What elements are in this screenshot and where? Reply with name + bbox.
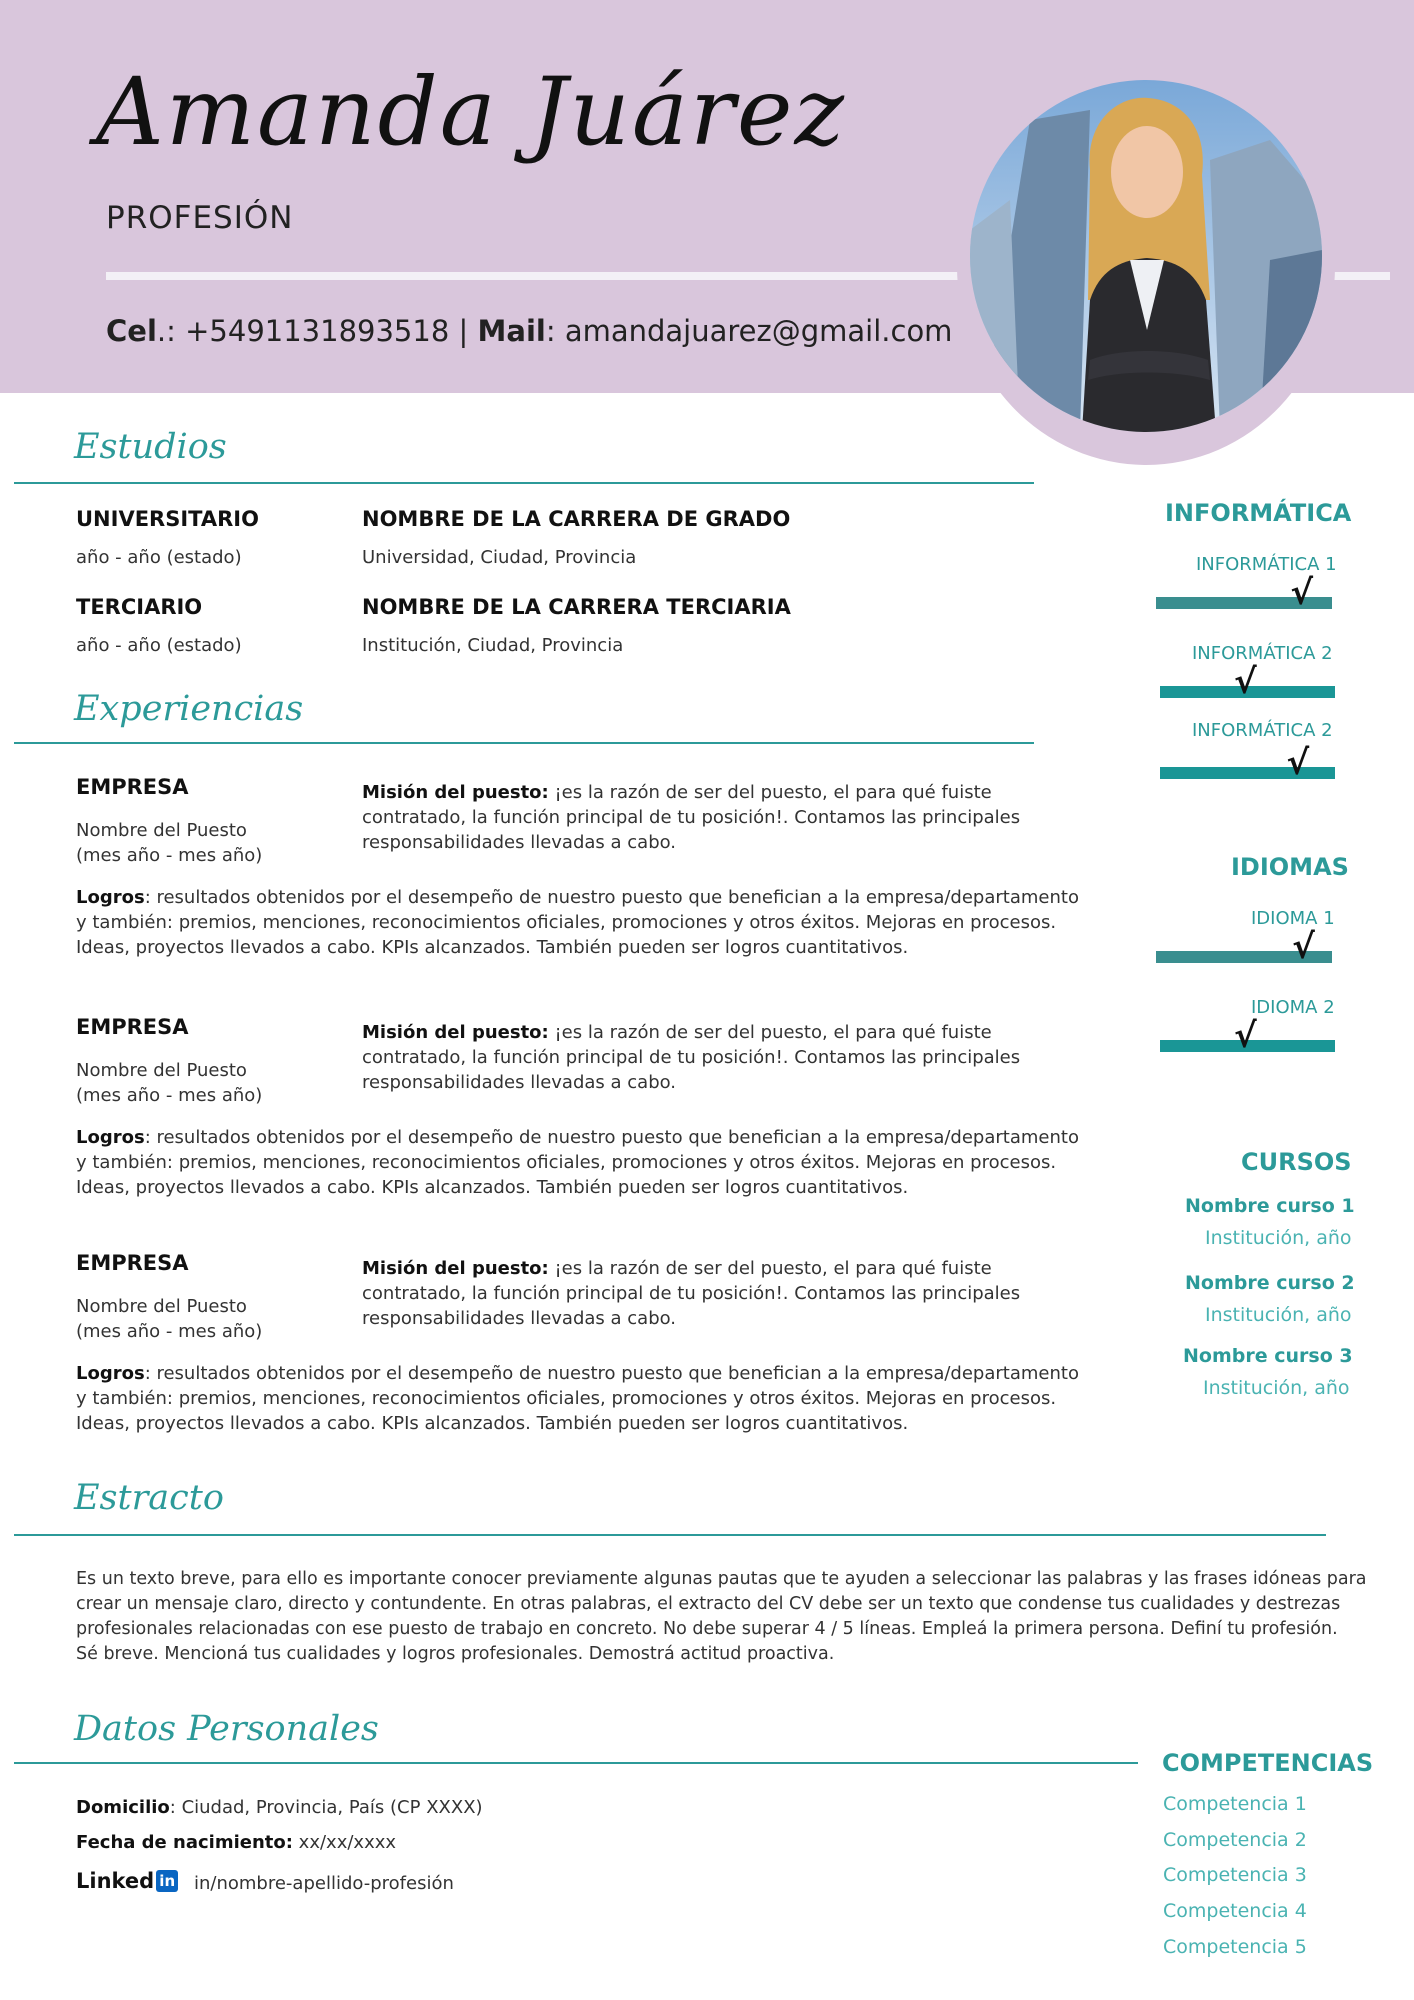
header-divider-right <box>1330 272 1390 280</box>
candidate-name: Amanda Juárez <box>96 58 847 167</box>
check-icon: √ <box>1290 573 1313 613</box>
mission-label: Misión del puesto: <box>362 1022 549 1043</box>
logros-text: : resultados obtenidos por el desempeño de nuestro puesto que benefician a la empresa/departamento <box>144 887 1079 908</box>
exp-logros-line: y también: premios, menciones, reconocimientos oficiales, promociones y otros éxitos. Mejoras en procesos. <box>76 1388 1057 1409</box>
profile-photo <box>970 80 1322 432</box>
profile-photo-image <box>970 80 1322 432</box>
skill-label: INFORMÁTICA 2 <box>1192 643 1333 664</box>
mission-label: Misión del puesto: <box>362 782 549 803</box>
header-divider <box>106 272 966 280</box>
exp-dates: (mes año - mes año) <box>76 845 263 866</box>
logros-label: Logros <box>76 1363 145 1384</box>
exp-logros-line <box>76 1361 1079 1386</box>
estudio-place: Institución, Ciudad, Provincia <box>362 635 624 656</box>
nacimiento-line <box>76 1830 396 1855</box>
competencia-item: Competencia 4 <box>1163 1900 1307 1922</box>
competencia-item: Competencia 3 <box>1163 1864 1307 1886</box>
exp-mission-line: responsabilidades llevadas a cabo. <box>362 1072 677 1093</box>
exp-company: EMPRESA <box>76 1251 189 1275</box>
contact-divider: | <box>449 314 478 348</box>
estudio-dates: año - año (estado) <box>76 547 242 568</box>
logros-text: : resultados obtenidos por el desempeño de nuestro puesto que benefician a la empresa/departamento <box>144 1127 1079 1148</box>
skill-label: IDIOMA 2 <box>1251 997 1335 1018</box>
course-institution: Institución, año <box>1205 1304 1352 1326</box>
estudio-place: Universidad, Ciudad, Provincia <box>362 547 637 568</box>
sidebar-title-idiomas: IDIOMAS <box>1231 853 1349 881</box>
exp-logros-line <box>76 885 1079 910</box>
check-icon: √ <box>1234 1016 1257 1056</box>
linkedin-icon: in <box>156 1870 178 1892</box>
exp-mission-line <box>362 780 992 805</box>
mission-text: ¡es la razón de ser del puesto, el para qué fuiste <box>548 782 992 803</box>
exp-position: Nombre del Puesto <box>76 820 247 841</box>
phone-label: Cel <box>106 314 157 348</box>
nacimiento-value: xx/xx/xxxx <box>292 1832 397 1853</box>
section-title-estudios: Estudios <box>74 427 227 467</box>
skill-label: INFORMÁTICA 2 <box>1192 720 1333 741</box>
estracto-line: crear un mensaje claro, directo y contundente. En otras palabras, el extracto del CV debe ser un texto que condense tus cualidades y destrezas <box>76 1594 1341 1614</box>
section-title-datos: Datos Personales <box>74 1709 379 1749</box>
exp-dates: (mes año - mes año) <box>76 1085 263 1106</box>
estudio-dates: año - año (estado) <box>76 635 242 656</box>
section-rule-estracto <box>14 1534 1326 1536</box>
check-icon: √ <box>1286 743 1310 783</box>
course-name: Nombre curso 1 <box>1185 1195 1355 1217</box>
course-name: Nombre curso 3 <box>1183 1345 1353 1367</box>
course-name: Nombre curso 2 <box>1185 1272 1355 1294</box>
mail-label: Mail <box>477 314 546 348</box>
mission-label: Misión del puesto: <box>362 1258 549 1279</box>
exp-mission-line: responsabilidades llevadas a cabo. <box>362 1308 677 1329</box>
mission-text: ¡es la razón de ser del puesto, el para qué fuiste <box>548 1022 992 1043</box>
estracto-line: profesionales relacionadas con ese puesto de trabajo en concreto. No debe superar 4 / 5 líneas. Empleá la primera persona. Definí tu profesión. <box>76 1619 1338 1639</box>
profession-title: PROFESIÓN <box>106 200 294 236</box>
skill-label: INFORMÁTICA 1 <box>1196 554 1337 575</box>
competencia-item: Competencia 2 <box>1163 1829 1307 1851</box>
sidebar-title-competencias: COMPETENCIAS <box>1162 1749 1374 1777</box>
logros-label: Logros <box>76 1127 145 1148</box>
domicilio-value: : Ciudad, Provincia, País (CP XXXX) <box>169 1797 483 1818</box>
exp-mission-line <box>362 1256 992 1281</box>
exp-logros-line: Ideas, proyectos llevados a cabo. KPIs alcanzados. También pueden ser logros cuantitativos. <box>76 937 909 958</box>
exp-position: Nombre del Puesto <box>76 1060 247 1081</box>
skill-label: IDIOMA 1 <box>1251 908 1335 929</box>
contact-line <box>106 314 952 348</box>
linkedin-word: Linked <box>76 1869 155 1893</box>
exp-company: EMPRESA <box>76 1015 189 1039</box>
exp-mission-line <box>362 1020 992 1045</box>
sidebar-title-cursos: CURSOS <box>1241 1148 1352 1176</box>
domicilio-label: Domicilio <box>76 1797 170 1818</box>
exp-logros-line: y también: premios, menciones, reconocimientos oficiales, promociones y otros éxitos. Mejoras en procesos. <box>76 912 1057 933</box>
mail-value[interactable]: amandajuarez@gmail.com <box>564 314 953 348</box>
exp-mission-line: responsabilidades llevadas a cabo. <box>362 832 677 853</box>
estracto-line: Sé breve. Mencioná tus cualidades y logros profesionales. Demostrá actitud proactiva. <box>76 1644 835 1664</box>
estudio-level: TERCIARIO <box>76 595 203 619</box>
exp-logros-line: Ideas, proyectos llevados a cabo. KPIs alcanzados. También pueden ser logros cuantitativos. <box>76 1177 909 1198</box>
check-icon: √ <box>1292 927 1315 967</box>
domicilio-line <box>76 1795 483 1820</box>
exp-mission-line: contratado, la función principal de tu posición!. Contamos las principales <box>362 1047 1021 1068</box>
exp-mission-line: contratado, la función principal de tu posición!. Contamos las principales <box>362 807 1021 828</box>
exp-company: EMPRESA <box>76 775 189 799</box>
course-institution: Institución, año <box>1203 1377 1350 1399</box>
exp-dates: (mes año - mes año) <box>76 1321 263 1342</box>
mail-sep: : <box>545 314 565 348</box>
section-rule-estudios <box>14 482 1034 484</box>
estudio-degree: NOMBRE DE LA CARRERA DE GRADO <box>362 507 791 531</box>
phone-sep: .: <box>156 314 186 348</box>
section-title-estracto: Estracto <box>74 1478 224 1518</box>
section-rule-experiencias <box>14 742 1034 744</box>
exp-logros-line: Ideas, proyectos llevados a cabo. KPIs alcanzados. También pueden ser logros cuantitativos. <box>76 1413 909 1434</box>
exp-mission-line: contratado, la función principal de tu posición!. Contamos las principales <box>362 1283 1021 1304</box>
section-rule-datos <box>14 1762 1138 1764</box>
estracto-line: Es un texto breve, para ello es importante conocer previamente algunas pautas que te ayuden a seleccionar las palabras y las frases idóneas para <box>76 1569 1367 1589</box>
nacimiento-label: Fecha de nacimiento: <box>76 1832 293 1853</box>
estudio-level: UNIVERSITARIO <box>76 507 259 531</box>
sidebar-title-informatica: INFORMÁTICA <box>1165 499 1352 527</box>
exp-logros-line: y también: premios, menciones, reconocimientos oficiales, promociones y otros éxitos. Mejoras en procesos. <box>76 1152 1057 1173</box>
logros-text: : resultados obtenidos por el desempeño de nuestro puesto que benefician a la empresa/departamento <box>144 1363 1079 1384</box>
check-icon: √ <box>1234 662 1257 702</box>
exp-position: Nombre del Puesto <box>76 1296 247 1317</box>
logros-label: Logros <box>76 887 145 908</box>
course-institution: Institución, año <box>1205 1227 1352 1249</box>
mission-text: ¡es la razón de ser del puesto, el para qué fuiste <box>548 1258 992 1279</box>
phone-value[interactable]: +5491131893518 <box>185 314 450 348</box>
linkedin-logo <box>76 1869 178 1893</box>
estudio-degree: NOMBRE DE LA CARRERA TERCIARIA <box>362 595 791 619</box>
competencia-item: Competencia 5 <box>1163 1936 1307 1958</box>
competencia-item: Competencia 1 <box>1163 1793 1307 1815</box>
linkedin-url[interactable]: in/nombre-apellido-profesión <box>194 1873 454 1894</box>
section-title-experiencias: Experiencias <box>74 689 304 729</box>
exp-logros-line <box>76 1125 1079 1150</box>
